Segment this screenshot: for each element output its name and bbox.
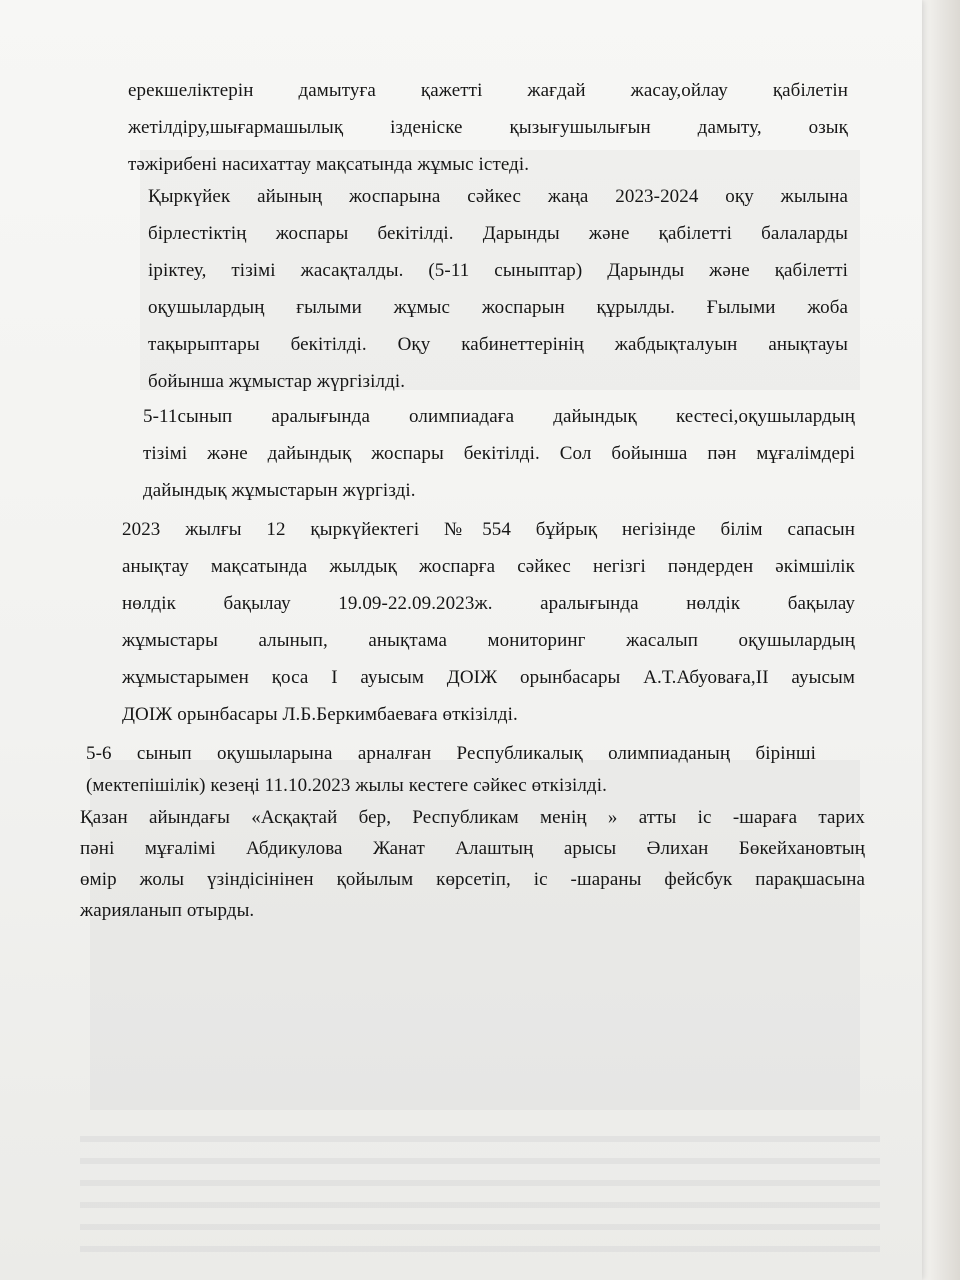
text-line: дайындық жұмыстарын жүргізді. — [143, 480, 416, 501]
text-line: жарияланып отырды. — [80, 900, 255, 921]
text-line: 5-11сынып аралығында олимпиадаға дайындық кестесі,оқушылардың — [143, 406, 855, 427]
text-line: іріктеу, тізімі жасақталды. (5-11 сыныптар) Дарынды және қабілетті — [148, 260, 848, 281]
text-line: жұмыстарымен қоса І ауысым ДОІЖ орынбасары А.Т.Абуоваға,ІІ ауысым — [122, 667, 855, 688]
text-line: өмір жолы үзіндісінінен қойылым көрсетіп, іс -шараны фейсбук парақшасына — [80, 869, 865, 890]
text-line: Қазан айындағы «Асқақтай бер, Республикам менің » атты іс -шараға тарих — [80, 807, 865, 828]
text-line: ерекшеліктерін дамытуға қажетті жағдай жасау,ойлау қабілетін — [128, 80, 848, 101]
paragraph-4 — [122, 511, 855, 733]
text-line: нөлдік бақылау 19.09-22.09.2023ж. аралығында нөлдік бақылау — [122, 593, 855, 614]
paragraph-2 — [148, 178, 848, 400]
text-line: пәні мұғалімі Абдикулова Жанат Алаштың арысы Әлихан Бөкейхановтың — [80, 838, 865, 859]
paragraph-3 — [143, 398, 855, 509]
text-line: (мектепішілік) кезеңі 11.10.2023 жылы кестеге сәйкес өткізілді. — [86, 775, 607, 796]
text-line: тізімі және дайындық жоспары бекітілді. Сол бойынша пән мұғалімдері — [143, 443, 855, 464]
text-line: бойынша жұмыстар жүргізілді. — [148, 371, 406, 392]
text-line: жұмыстары алынып, анықтама мониторинг жасалып оқушылардың — [122, 630, 855, 651]
text-line: тәжірибені насихаттау мақсатында жұмыс істеді. — [128, 154, 530, 175]
text-line: ДОІЖ орынбасары Л.Б.Беркимбаеваға өткізілді. — [122, 704, 518, 725]
paragraph-1 — [128, 72, 848, 183]
text-line: Қыркүйек айының жоспарына сәйкес жаңа 2023-2024 оқу жылына — [148, 186, 848, 207]
paragraph-5 — [86, 738, 816, 802]
text-line: 2023 жылғы 12 қыркүйектегі №554 бұйрық негізінде білім сапасын — [122, 519, 855, 540]
text-line: жетілдіру,шығармашылық ізденіске қызығушылығын дамыту, озық — [128, 117, 848, 138]
text-line: 5-6 сынып оқушыларына арналған Республикалық олимпиаданың бірінші — [86, 743, 816, 764]
text-line: бірлестіктің жоспары бекітілді. Дарынды және қабілетті балаларды — [148, 223, 848, 244]
show-through-text-bottom — [80, 1120, 880, 1260]
text-line: тақырыптары бекітілді. Оқу кабинеттерінің жабдықталуын анықтауы — [148, 334, 848, 355]
text-line: анықтау мақсатында жылдық жоспарға сәйкес негізгі пәндерден әкімшілік — [122, 556, 855, 577]
text-line: оқушылардың ғылыми жұмыс жоспарын құрылды. Ғылыми жоба — [148, 297, 848, 318]
paragraph-6 — [80, 802, 865, 926]
